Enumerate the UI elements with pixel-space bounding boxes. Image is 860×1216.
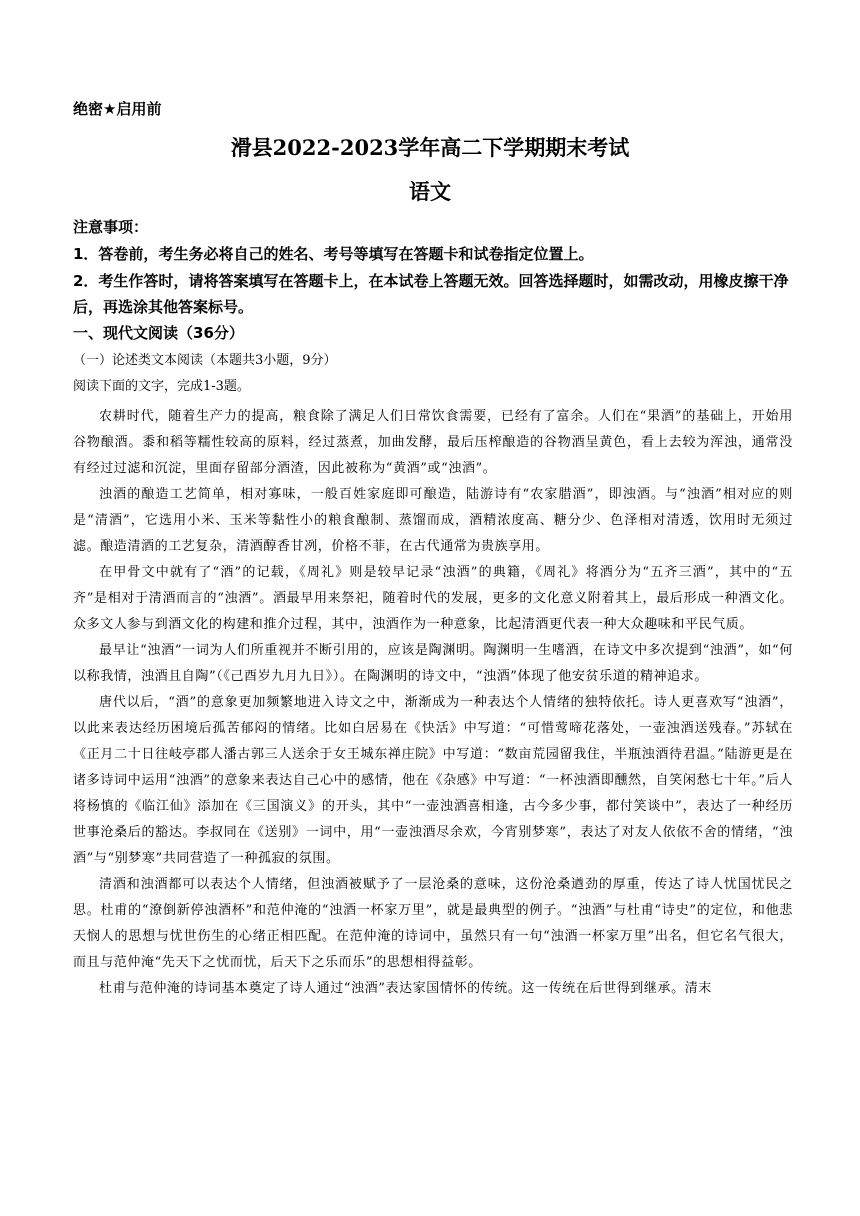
passage-paragraph: 在甲骨文中就有了“酒”的记载，《周礼》则是较早记录“浊酒”的典籍，《周礼》将酒分为“五齐三酒”，其中的“五齐”是相对于清酒而言的“浊酒”。酒最早用来祭祀，随着时代的发展，更多的文化意义附着其上，最后形成一种酒文化。众多文人参与到酒文化的构建和推介过程，其中，浊酒作为一种意象，比起清酒更代表一种大众趣味和平民气质。 bbox=[73, 565, 793, 632]
passage-paragraph: 农耕时代，随着生产力的提高，粮食除了满足人们日常饮食需要，已经有了富余。人们在“果酒”的基础上，开始用谷物酿酒。黍和稻等糯性较高的原料，经过蒸煮，加曲发酵，最后压榨酿造的谷物酒呈黄色，看上去较为浑浊，通常没有经过过滤和沉淀，里面存留部分酒渣，因此被称为“黄酒”或“浊酒”。 bbox=[73, 409, 793, 476]
passage-paragraph: 清酒和浊酒都可以表达个人情绪，但浊酒被赋予了一层沧桑的意味，这份沧桑遒劲的厚重，传达了诗人忧国忧民之思。杜甫的“潦倒新停浊酒杯”和范仲淹的“浊酒一杯家万里”，就是最典型的例子。“浊酒”与杜甫“诗史”的定位，和他悲天悯人的思想与忧世伤生的心绪正相匹配。在范仲淹的诗词中，虽然只有一句“浊酒一杯家万里”出名，但它名气很大，而且与范仲淹“先天下之忧而忧，后天下之乐而乐”的思想相得益彰。 bbox=[73, 877, 793, 970]
reading-instruction: 阅读下面的文字，完成1-3题。 bbox=[73, 379, 250, 394]
passage-paragraph: 浊酒的酿造工艺简单，相对寡味，一般百姓家庭即可酿造，陆游诗有“农家腊酒”，即浊酒。与“浊酒”相对应的则是“清酒”，它选用小米、玉米等黏性小的粮食酿制、蒸馏而成，酒精浓度高、糖分少、色泽相对清透，饮用时无须过滤。酿造清酒的工艺复杂，清酒醇香甘冽，价格不菲，在古代通常为贵族享用。 bbox=[73, 487, 793, 554]
notice-heading: 注意事项： bbox=[73, 218, 149, 236]
subsection-title: （一）论述类文本阅读（本题共3小题，9分） bbox=[73, 353, 337, 368]
notice-item: 2．考生作答时，请将答案填写在答题卡上，在本试卷上答题无效。回答选择题时，如需改动，用橡皮擦干净后，再选涂其他答案标号。 bbox=[73, 272, 789, 316]
passage-paragraph: 唐代以后，“酒”的意象更加频繁地进入诗文之中，渐渐成为一种表达个人情绪的独特依托。诗人更喜欢写“浊酒”，以此来表达经历困境后孤苦郁闷的情绪。比如白居易在《快活》中写道：“可惜莺啼花落处，一壶浊酒送残春。”苏轼在《正月二十日往岐亭郡人潘古郭三人送余于女王城东禅庄院》中写道：“数亩荒园留我住，半瓶浊酒待君温。”陆游更是在诸多诗词中运用“浊酒”的意象来表达自己心中的感情，他在《杂感》中写道：“一杯浊酒即醺然，自笑闲愁七十年。”后人将杨慎的《临江仙》添加在《三国演义》的开头，其中“一壶浊酒喜相逢，古今多少事，都付笑谈中”，表达了一种经历世事沧桑后的豁达。李叔同在《送别》一词中，用“一壶浊酒尽余欢，今宵别梦寒”，表达了对友人依依不舍的情绪，“浊酒”与“别梦寒”共同营造了一种孤寂的氛围。 bbox=[73, 695, 793, 866]
passage bbox=[73, 404, 793, 1002]
secret-mark: 绝密★启用前 bbox=[73, 100, 162, 118]
section-title: 一、现代文阅读（36分） bbox=[73, 324, 244, 342]
passage-paragraph: 最早让“浊酒”一词为人们所重视并不断引用的，应该是陶渊明。陶渊明一生嗜酒，在诗文中多次提到“浊酒”，如“何以称我情，浊酒且自陶”（《己酉岁九月九日》）。在陶渊明的诗文中，“浊酒”体现了他安贫乐道的精神追求。 bbox=[73, 643, 793, 684]
exam-title: 滑县2022-2023学年高二下学期期末考试 bbox=[230, 135, 630, 160]
subject-title: 语文 bbox=[409, 179, 451, 204]
passage-paragraph: 杜甫与范仲淹的诗词基本奠定了诗人通过“浊酒”表达家国情怀的传统。这一传统在后世得到继承。清末 bbox=[99, 981, 712, 996]
notice-item: 1．答卷前，考生务必将自己的姓名、考号等填写在答题卡和试卷指定位置上。 bbox=[73, 245, 594, 263]
